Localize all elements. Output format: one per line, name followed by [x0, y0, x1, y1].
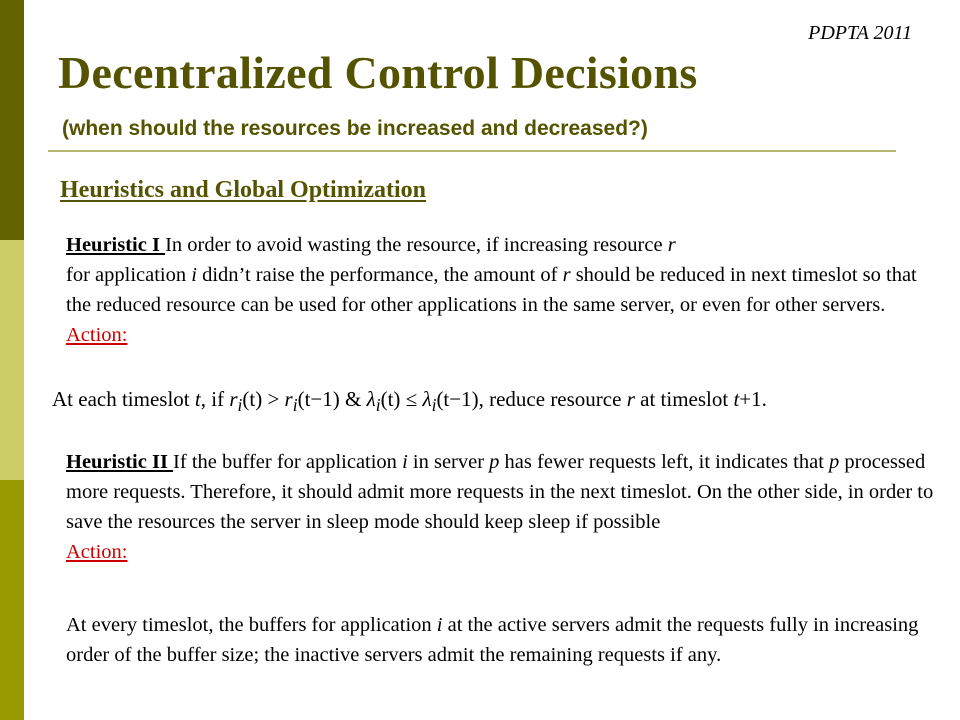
side-bar-bottom	[0, 480, 24, 720]
conference-label: PDPTA 2011	[808, 22, 912, 44]
heuristic-1-text: didn’t raise the performance, the amount of	[196, 264, 563, 286]
formula-text: (t−1)	[436, 387, 479, 411]
formula-var: t	[733, 387, 740, 411]
formula-text: +1.	[739, 387, 767, 411]
heuristic-2-text: If the buffer for application	[173, 451, 403, 473]
heuristic-2-text: processed more requests. Therefore, it should admit more requests in the next timeslot. On the other side, in order to save the resources the server in sleep mode should keep sleep if possible	[66, 451, 934, 533]
action-2-text: at the active servers admit the requests fully in increasing order of the buffer size; the inactive servers admit the remaining requests if any.	[66, 614, 919, 666]
heuristic-2-text: has fewer requests left, it indicates that	[499, 451, 830, 473]
section-heading: Heuristics and Global Optimization	[60, 177, 427, 203]
formula-var: r	[229, 387, 238, 411]
formula-text: (t) ≤	[380, 387, 423, 411]
slide-subtitle: (when should the resources be increased and decreased?)	[62, 117, 648, 140]
formula-text: , if	[200, 387, 230, 411]
action-2-text: At every timeslot, the buffers for application	[66, 614, 437, 636]
formula-var: r	[284, 387, 293, 411]
title-divider	[48, 150, 896, 152]
heuristic-1-text: for application	[66, 264, 192, 286]
heuristic-1-text: In order to avoid wasting the resource, if increasing resource	[165, 234, 668, 256]
action-2-label: Action:	[66, 541, 128, 563]
formula-text: At each timeslot	[52, 387, 195, 411]
heuristic-1-label: Heuristic I	[66, 234, 166, 256]
formula-var: λ	[422, 387, 432, 411]
var-p: p	[489, 451, 500, 473]
heuristic-2-paragraph	[66, 447, 936, 567]
formula-text: (t−1) &	[297, 387, 367, 411]
formula-var: λ	[366, 387, 376, 411]
heuristic-2-label: Heuristic II	[66, 451, 174, 473]
heuristic-2-text: in server	[407, 451, 490, 473]
side-bar-middle	[0, 240, 24, 480]
formula-sub: i	[431, 395, 437, 416]
heuristic-1-paragraph	[66, 230, 936, 350]
slide-title: Decentralized Control Decisions	[58, 47, 698, 98]
var-i: i	[402, 451, 408, 473]
formula-text: (t) >	[242, 387, 285, 411]
formula-sub: i	[237, 395, 243, 416]
var-p: p	[829, 451, 840, 473]
var-r: r	[562, 264, 571, 286]
action-1-label: Action:	[66, 324, 128, 346]
var-i: i	[436, 614, 443, 636]
heuristic-1-text: should be reduced in next timeslot so that the reduced resource can be used for other applications in the same server, or even for other servers.	[66, 264, 917, 316]
formula-text: at timeslot	[634, 387, 734, 411]
heuristic-1-formula	[52, 387, 942, 416]
formula-sub: i	[292, 395, 298, 416]
var-i: i	[191, 264, 197, 286]
formula-sub: i	[375, 395, 381, 416]
action-2-paragraph	[66, 610, 936, 670]
var-r: r	[667, 234, 676, 256]
side-bar-top	[0, 0, 24, 240]
formula-var: t	[194, 387, 201, 411]
formula-var: r	[626, 387, 635, 411]
formula-text: , reduce resource	[478, 387, 627, 411]
